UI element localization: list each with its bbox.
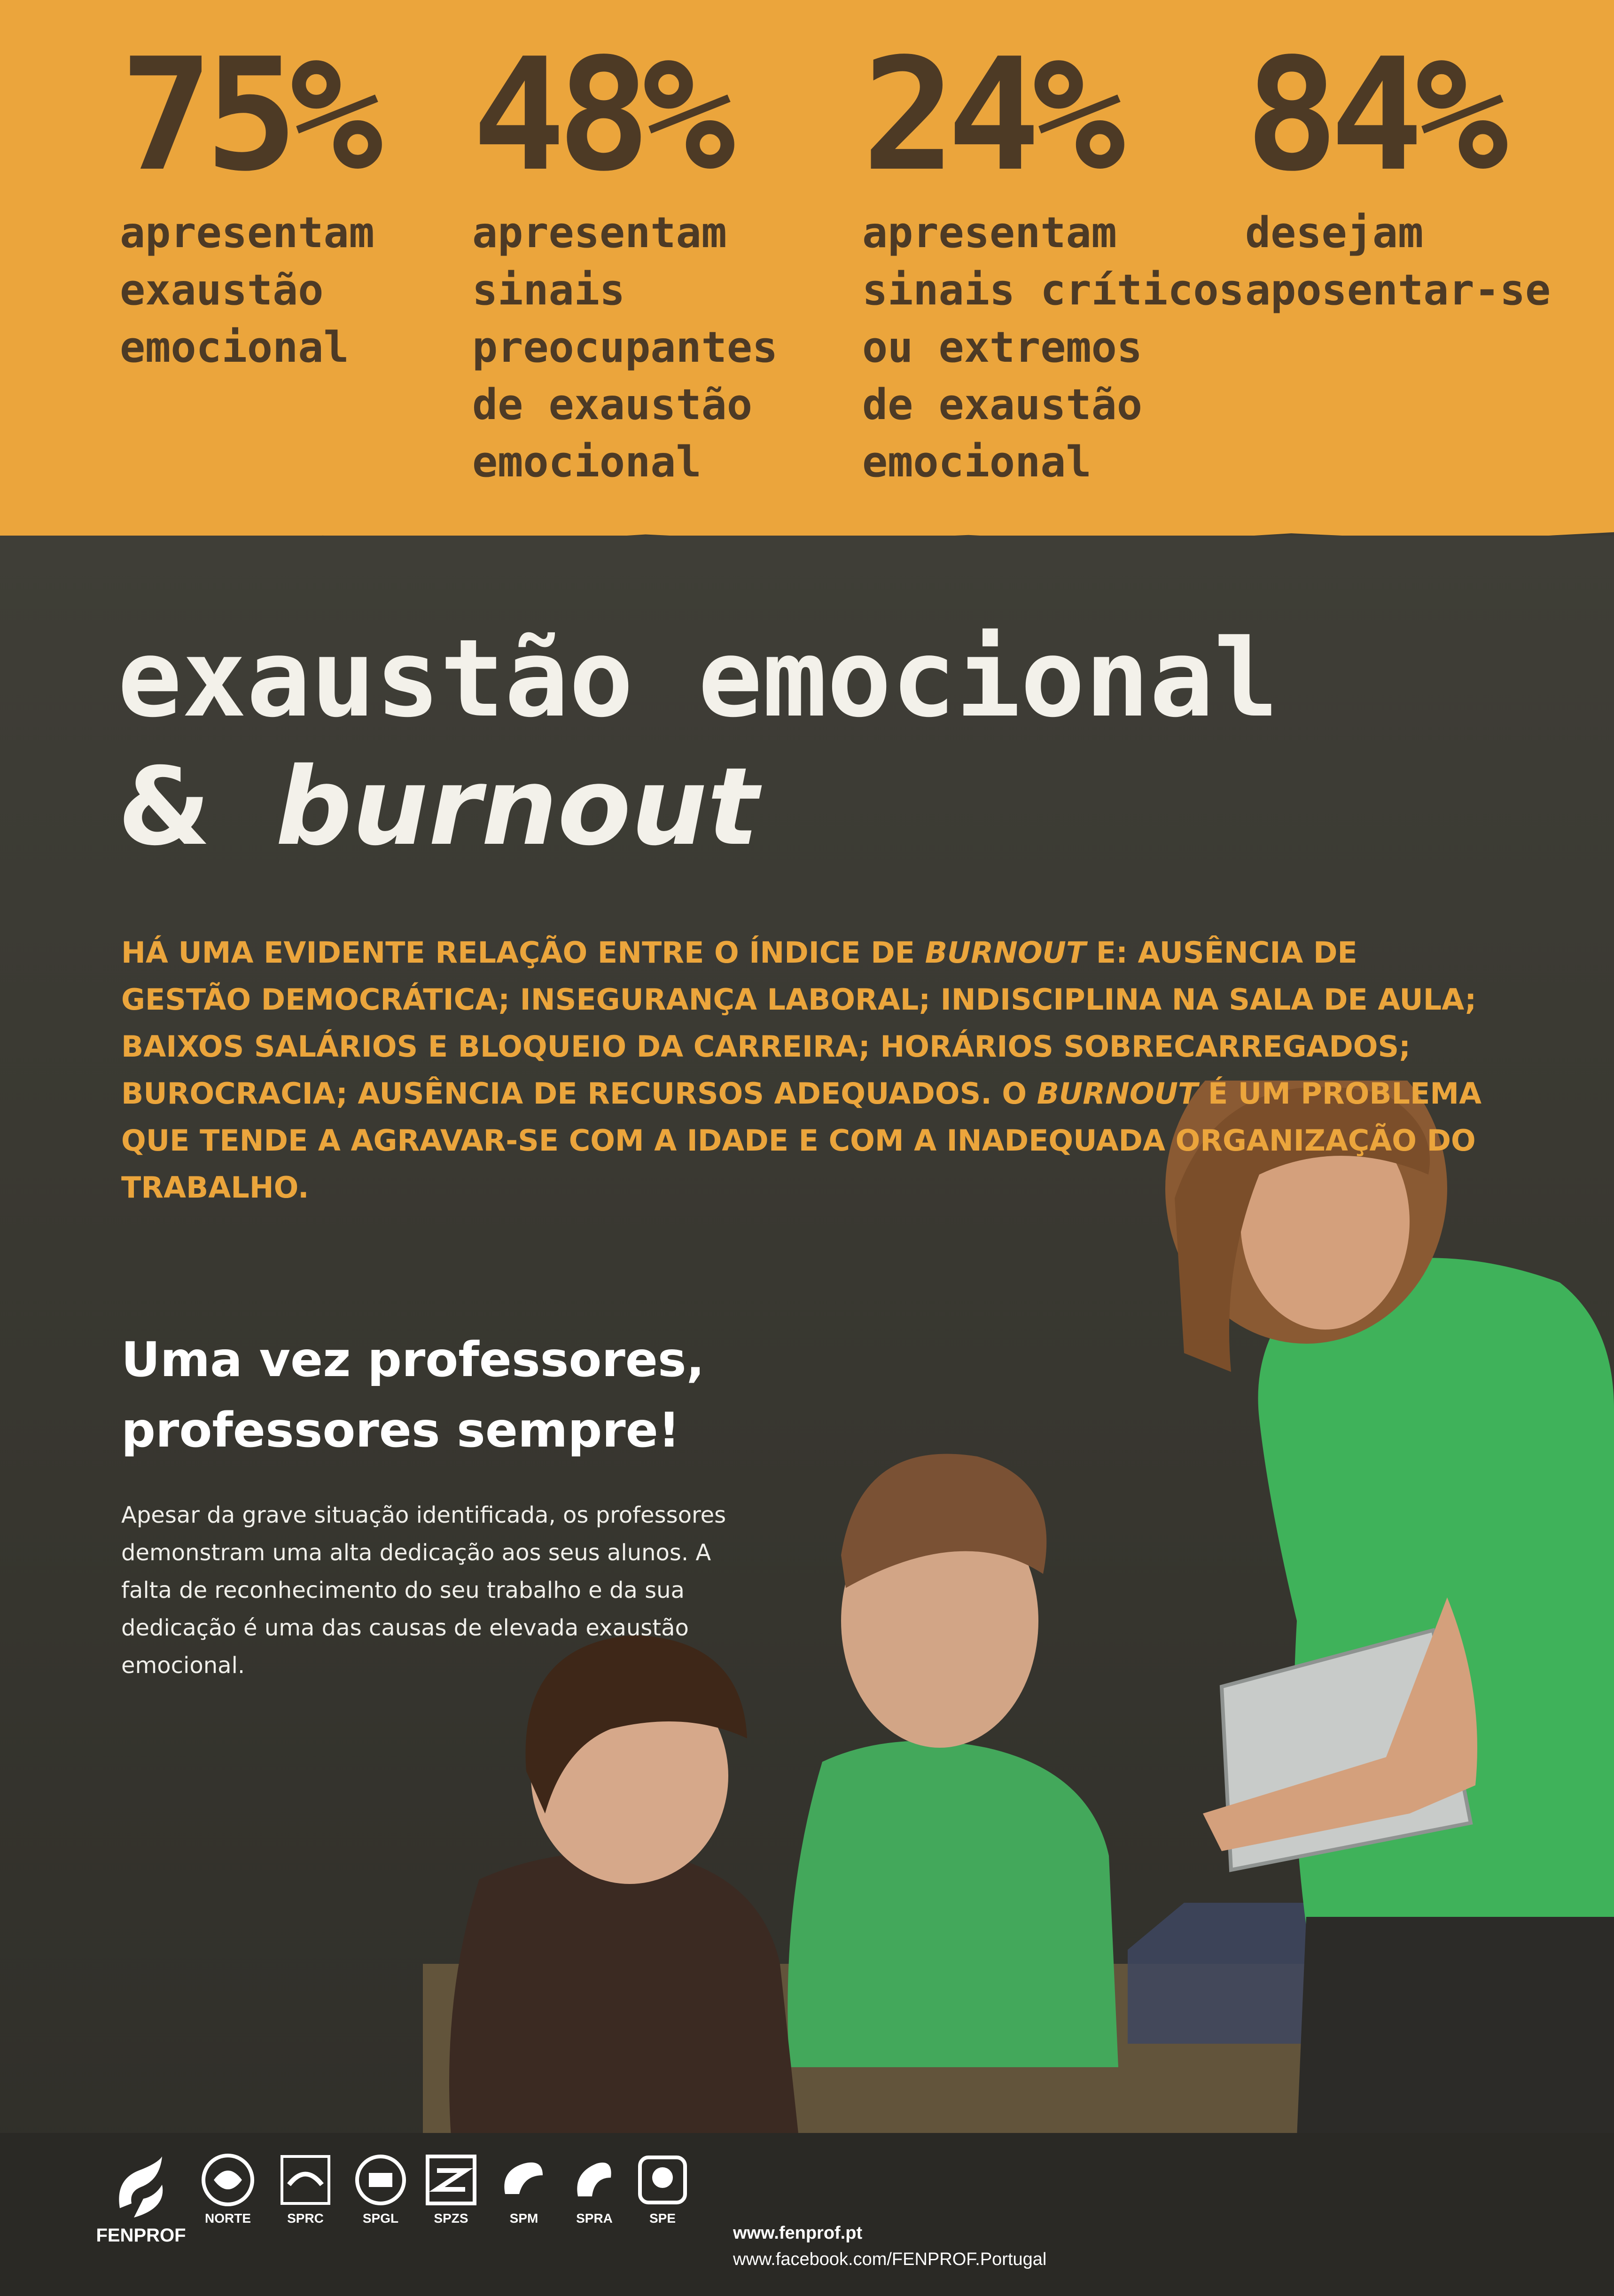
chair [1128, 1903, 1330, 2044]
fenprof-logo [94, 2152, 188, 2246]
teacher-skirt [1297, 1917, 1614, 2138]
stat-description: desejam aposentar-se [1245, 208, 1551, 315]
spra-logo [561, 2152, 627, 2226]
sprc-logo [273, 2152, 338, 2226]
logo-label: SPE [649, 2211, 676, 2226]
headline-line2 [117, 744, 1574, 869]
spm-logo-icon [496, 2152, 552, 2208]
subheading-line1: Uma vez professores, [121, 1332, 705, 1388]
footer-links [733, 2220, 1046, 2273]
stat-48 [472, 25, 778, 491]
stat-24 [862, 25, 1244, 491]
logo-label: SPGL [362, 2211, 399, 2226]
spra-logo-icon [566, 2152, 623, 2208]
logo-label: SPRA [576, 2211, 613, 2226]
website-link[interactable]: www.fenprof.pt [733, 2223, 863, 2243]
stat-description: apresentam exaustão emocional [120, 208, 374, 372]
stat-value: 75% [120, 25, 375, 205]
lead-paragraph [121, 929, 1484, 1211]
boy-green-shirt [788, 1741, 1118, 2067]
stat-description: apresentam sinais críticos ou extremos de exaustão emocional [862, 208, 1244, 487]
lead-text: É UM PROBLEMA QUE TENDE A AGRAVAR-SE COM A IDADE E COM A INADEQUADA ORGANIZAÇÃO DO TRABALHO. [121, 1076, 1482, 1205]
stat-description: apresentam sinais preocupantes de exaustão emocional [472, 208, 778, 487]
spn-logo [193, 2152, 263, 2226]
body-paragraph: Apesar da grave situação identificada, os professores demonstram uma alta dedicação aos seus alunos. A falta de reconhecimento do seu trabalho e da sua dedicação é uma das causas de elevada exaustão emocional. [121, 1502, 726, 1679]
spzs-logo [418, 2152, 484, 2226]
logo-label: SPZS [434, 2211, 468, 2226]
spe-logo [630, 2152, 695, 2226]
stat-value: 24% [862, 25, 1117, 205]
lead-text: E: AUSÊNCIA DE GESTÃO DEMOCRÁTICA; INSEGURANÇA LABORAL; INDISCIPLINA NA SALA DE AULA; BAIXOS SALÁRIOS E BLOQUEIO DA CARREIRA; HORÁRIOS SOBRECARREGADOS; BUROCRACIA; AUSÊNCIA DE RECURSOS ADEQUADOS. O [121, 935, 1477, 1111]
stat-value: 84% [1245, 25, 1500, 205]
stat-84 [1245, 25, 1551, 319]
logo-label: FENPROF [96, 2225, 186, 2246]
main-headline [117, 616, 1574, 869]
spn-logo-icon [200, 2152, 256, 2208]
spm-logo [491, 2152, 557, 2226]
stat-value: 48% [472, 25, 727, 205]
lead-text: HÁ UMA EVIDENTE RELAÇÃO ENTRE O ÍNDICE DE [121, 935, 925, 970]
headline-burnout: burnout [275, 744, 759, 869]
subheading [121, 1325, 826, 1466]
fenprof-logo-icon [106, 2152, 176, 2222]
spgl-logo [348, 2152, 413, 2226]
facebook-link[interactable]: www.facebook.com/FENPROF.Portugal [733, 2249, 1047, 2269]
logo-label: SPRC [287, 2211, 324, 2226]
lead-burnout-term: BURNOUT [925, 935, 1086, 970]
sprc-logo-icon [277, 2152, 334, 2208]
logo-label: SPM [509, 2211, 538, 2226]
spzs-logo-icon [423, 2152, 479, 2208]
spe-logo-icon [634, 2152, 691, 2208]
logo-label: NORTE [205, 2211, 251, 2226]
stat-75 [120, 25, 375, 376]
headline-ampersand: & [117, 744, 211, 869]
lead-burnout-term: BURNOUT [1037, 1076, 1198, 1111]
boy-brown-shirt [449, 1852, 799, 2138]
spgl-logo-icon [352, 2152, 409, 2208]
subheading-line2: professores sempre! [121, 1402, 680, 1458]
headline-line1: exaustão emocional [117, 616, 1279, 741]
